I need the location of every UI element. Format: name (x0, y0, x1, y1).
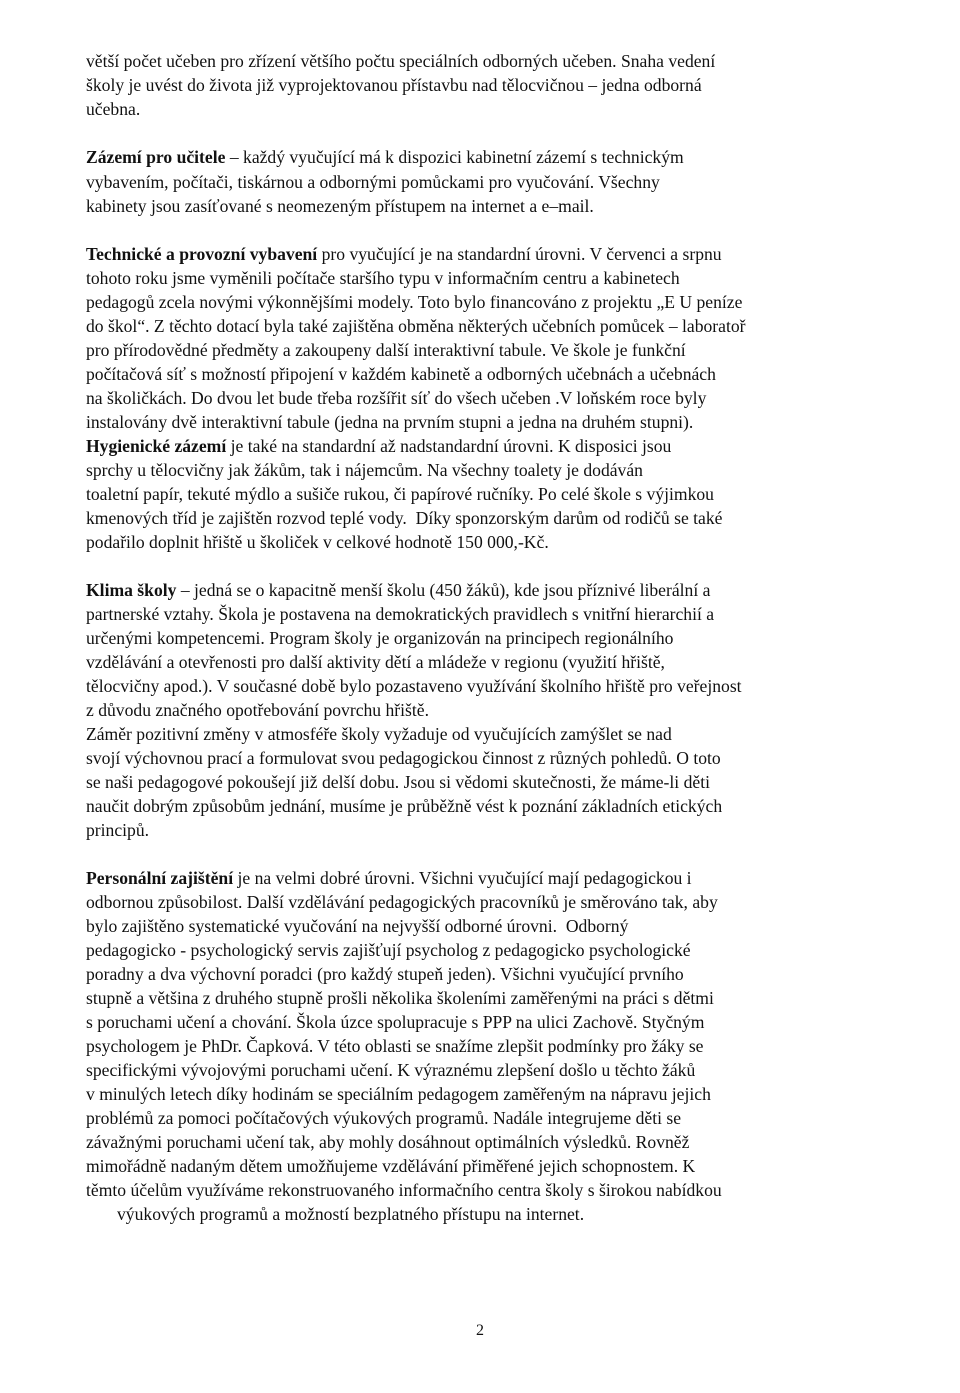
page-number: 2 (476, 1322, 484, 1339)
text-run: školy je uvést do života již vyprojektovanou přístavbu nad tělocvičnou – jedna odborná (86, 75, 702, 95)
text-line (86, 962, 684, 986)
text-line (86, 890, 718, 914)
text-line (86, 698, 429, 722)
text-line (86, 506, 722, 530)
text-run: bylo zajištěno systematické vyučování na nejvyšší odborné úrovni. Odborný (86, 916, 629, 936)
text-run: pro vyučující je na standardní úrovni. V červenci a srpnu (317, 244, 722, 264)
text-line (86, 866, 692, 890)
text-line (86, 73, 702, 97)
text-run: poradny a dva výchovní poradci (pro každý stupeň jeden). Všichni vyučující prvního (86, 964, 684, 984)
text-run: pro přírodovědné předměty a zakoupeny další interaktivní tabule. Ve škole je funkční (86, 340, 686, 360)
text-line (86, 482, 714, 506)
text-line (86, 1178, 722, 1202)
text-line (86, 242, 722, 266)
text-line (86, 290, 742, 314)
text-run: partnerské vztahy. Škola je postavena na demokratických pravidlech s vnitřní hierarchií a (86, 604, 715, 624)
bold-heading: Personální zajištění (86, 868, 234, 888)
text-line (86, 386, 706, 410)
text-run: kmenových tříd je zajištěn rozvod teplé vody. Díky sponzorským darům od rodičů se také (86, 508, 723, 528)
text-run: těmto účelům využíváme rekonstruovaného informačního centra školy s širokou nabídkou (86, 1180, 722, 1200)
text-line (86, 1106, 681, 1130)
text-run: mimořádně nadaným dětem umožňujeme vzdělávání přiměřené jejich schopnostem. K (86, 1156, 696, 1176)
text-run: v minulých letech díky hodinám se speciálním pedagogem zaměřeným na nápravu jejich (86, 1084, 711, 1104)
text-run: Záměr pozitivní změny v atmosféře školy vyžaduje od vyučujících zamýšlet se nad (86, 724, 672, 744)
text-line (86, 650, 665, 674)
text-run: je také na standardní až nadstandardní úrovni. K disposici jsou (226, 436, 672, 456)
text-line (86, 818, 149, 842)
text-line (86, 530, 549, 554)
text-line (86, 266, 680, 290)
text-run: toaletní papír, tekuté mýdlo a sušiče rukou, či papírové ručníky. Po celé škole s výjimkou (86, 484, 714, 504)
text-run: výukových programů a možností bezplatného přístupu na internet. (117, 1204, 585, 1224)
text-run: odbornou způsobilost. Další vzdělávání pedagogických pracovníků je směrováno tak, aby (86, 892, 718, 912)
text-line (86, 674, 742, 698)
text-line (86, 578, 710, 602)
text-run: počítačová síť s možností připojení v každém kabinetě a odborných učebnách a učebnách (86, 364, 716, 384)
text-run: – jedná se o kapacitně menší školu (450 žáků), kde jsou příznivé liberální a (176, 580, 711, 600)
text-run: svojí výchovnou prací a formulovat svou pedagogickou činnost z různých pohledů. O toto (86, 748, 721, 768)
text-run: pedagogů zcela novými výkonnějšími modely. Toto bylo financováno z projektu „E U peníze (86, 292, 743, 312)
text-line (86, 1010, 704, 1034)
text-run: do škol“. Z těchto dotací byla také zajištěna obměna některých učebních pomůcek – laboratoř (86, 316, 746, 336)
bold-heading: Zázemí pro učitele (86, 147, 226, 167)
text-run: principů. (86, 820, 150, 840)
text-line (86, 722, 672, 746)
text-run: problémů za pomoci počítačových výukových programů. Nadále integrujeme děti se (86, 1108, 682, 1128)
text-run: instalovány dvě interaktivní tabule (jedna na prvním stupni a jedna na druhém stupni). (86, 412, 694, 432)
text-run: větší počet učeben pro zřízení většího počtu speciálních odborných učeben. Snaha vedení (86, 51, 716, 71)
text-run: sprchy u tělocvičny jak žákům, tak i nájemcům. Na všechny toalety je dodáván (86, 460, 643, 480)
text-run: kabinety jsou zasíťované s neomezeným přístupem na internet a e–mail. (86, 196, 594, 216)
bold-heading: Hygienické zázemí (86, 436, 227, 456)
text-line (86, 794, 722, 818)
text-run: specifickými vývojovými poruchami učení. K výraznému zlepšení došlo u těchto žáků (86, 1060, 696, 1080)
text-line (86, 602, 714, 626)
text-run: psychologem je PhDr. Čapková. V této oblasti se snažíme zlepšit podmínky pro žáky se (86, 1036, 704, 1056)
text-line (117, 1202, 584, 1226)
text-run: tohoto roku jsme vyměnili počítače staršího typu v informačním centru a kabinetech (86, 268, 680, 288)
text-run: stupně a většina z druhého stupně prošli několika školeními zaměřenými na práci s dětmi (86, 988, 714, 1008)
text-line (86, 770, 710, 794)
text-line (86, 362, 716, 386)
text-line (86, 626, 673, 650)
text-run: – každý vyučující má k dispozici kabinetní zázemí s technickým (225, 147, 684, 167)
text-line (86, 458, 643, 482)
text-run: určenými kompetencemi. Program školy je organizován na principech regionálního (86, 628, 674, 648)
text-line (86, 1154, 695, 1178)
text-run: na školičkách. Do dvou let bude třeba rozšířit síť do všech učeben .V loňském roce byly (86, 388, 707, 408)
text-line (86, 938, 691, 962)
text-run: vybavením, počítači, tiskárnou a odbornými pomůckami pro vyučování. Všechny (86, 172, 660, 192)
text-line (86, 194, 594, 218)
text-run: učebna. (86, 99, 141, 119)
text-run: z důvodu značného opotřebování povrchu hřiště. (86, 700, 429, 720)
text-line (86, 314, 746, 338)
text-line (86, 746, 721, 770)
text-line (86, 1034, 703, 1058)
text-line (86, 1058, 695, 1082)
text-line (86, 434, 671, 458)
text-line (86, 97, 140, 121)
text-run: závažnými poruchami učení tak, aby mohly dosáhnout optimálních výsledků. Rovněž (86, 1132, 690, 1152)
text-line (86, 145, 684, 169)
text-run: naučit dobrým způsobům jednání, musíme je průběžně vést k poznání základních etických (86, 796, 723, 816)
text-run: vzdělávání a otevřenosti pro další aktivity dětí a mládeže v regionu (využití hřiště, (86, 652, 665, 672)
text-run: se naši pedagogové pokoušejí již delší dobu. Jsou si vědomi skutečnosti, že máme-li děti (86, 772, 710, 792)
text-run: s poruchami učení a chování. Škola úzce spolupracuje s PPP na ulici Zachově. Styčným (86, 1012, 705, 1032)
text-line (86, 1130, 689, 1154)
text-run: tělocvičny apod.). V současné době bylo pozastaveno využívání školního hřiště pro veřejnost (86, 676, 742, 696)
text-run: podařilo doplnit hřiště u školiček v celkové hodnotě 150 000,-Kč. (86, 532, 549, 552)
bold-heading: Technické a provozní vybavení (86, 244, 318, 264)
text-line (86, 49, 715, 73)
text-line (86, 1082, 711, 1106)
bold-heading: Klima školy (86, 580, 177, 600)
text-line (86, 338, 686, 362)
text-run: pedagogicko - psychologický servis zajišťují psycholog z pedagogicko psychologické (86, 940, 691, 960)
text-line (86, 170, 660, 194)
text-run: je na velmi dobré úrovni. Všichni vyučující mají pedagogickou i (233, 868, 692, 888)
text-line (86, 914, 628, 938)
text-line (86, 986, 714, 1010)
text-line (86, 410, 693, 434)
